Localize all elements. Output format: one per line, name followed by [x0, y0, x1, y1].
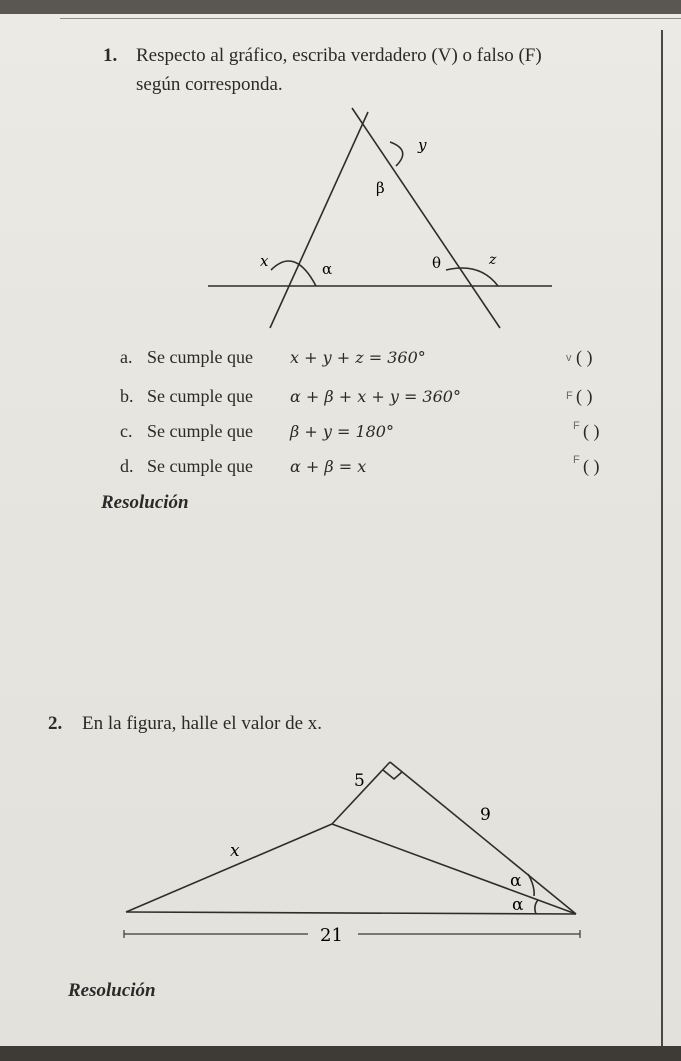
- item-d-mark: F: [573, 454, 580, 466]
- angle-arc-y: [390, 142, 403, 166]
- label-beta: β: [376, 179, 385, 197]
- item-a-mark: v: [566, 352, 572, 364]
- problem-1-statement-line2: según corresponda.: [136, 74, 283, 95]
- label-9: 9: [480, 805, 491, 825]
- bisector: [332, 824, 576, 914]
- right-angle-marker: [383, 770, 402, 779]
- item-b-text: Se cumple que: [147, 386, 253, 406]
- angle-arc-x: [271, 261, 316, 286]
- item-a-answer-box[interactable]: ( ): [576, 347, 593, 367]
- problem-1-statement-line1: Respecto al gráfico, escriba verdadero (V) o falso (F): [136, 45, 542, 66]
- item-a-formula: x + y + z = 360°: [290, 348, 426, 367]
- problem-2-number: 2.: [48, 713, 63, 734]
- label-y: y: [418, 136, 427, 154]
- item-a-text: Se cumple que: [147, 347, 253, 367]
- problem-1-number: 1.: [103, 45, 118, 66]
- item-c-formula: β + y = 180°: [290, 422, 394, 441]
- label-alpha: α: [322, 260, 333, 278]
- problem-2-statement: En la figura, halle el valor de x.: [82, 713, 323, 734]
- item-c-letter: c.: [120, 421, 133, 441]
- label-z: z: [489, 252, 497, 268]
- left-transversal: [270, 112, 368, 328]
- item-d-answer-box[interactable]: ( ): [583, 456, 600, 476]
- item-b-letter: b.: [120, 386, 134, 406]
- angle-arc-z: [446, 268, 498, 286]
- problem-2-figure: [110, 750, 600, 960]
- label-alpha-upper: α: [510, 871, 522, 891]
- resolution-label-1: Resolución: [101, 492, 189, 513]
- page-right-rule: [661, 30, 663, 1061]
- label-alpha-lower: α: [512, 895, 524, 915]
- item-b-answer-box[interactable]: ( ): [576, 386, 593, 406]
- page-top-rule: [60, 18, 681, 19]
- item-c-text: Se cumple que: [147, 421, 253, 441]
- resolution-label-2: Resolución: [68, 980, 156, 1001]
- label-x-side: x: [230, 841, 240, 861]
- label-x: x: [260, 252, 269, 270]
- item-b-formula: α + β + x + y = 360°: [290, 387, 461, 406]
- item-b-mark: F: [566, 390, 573, 402]
- item-c-answer-box[interactable]: ( ): [583, 421, 600, 441]
- item-d-letter: d.: [120, 456, 134, 476]
- item-d-text: Se cumple que: [147, 456, 253, 476]
- page-bottom-edge: [0, 1046, 681, 1061]
- item-a-letter: a.: [120, 347, 133, 367]
- angle-arc-alpha-2: [535, 900, 538, 914]
- label-5: 5: [354, 771, 365, 791]
- problem-1-figure: [200, 100, 560, 335]
- side-x: [126, 824, 332, 912]
- side-9: [390, 762, 576, 914]
- triangle-base: [126, 912, 576, 914]
- label-21: 21: [320, 925, 343, 946]
- item-c-mark: F: [573, 420, 580, 432]
- item-d-formula: α + β = x: [290, 457, 367, 476]
- label-theta: θ: [432, 254, 442, 272]
